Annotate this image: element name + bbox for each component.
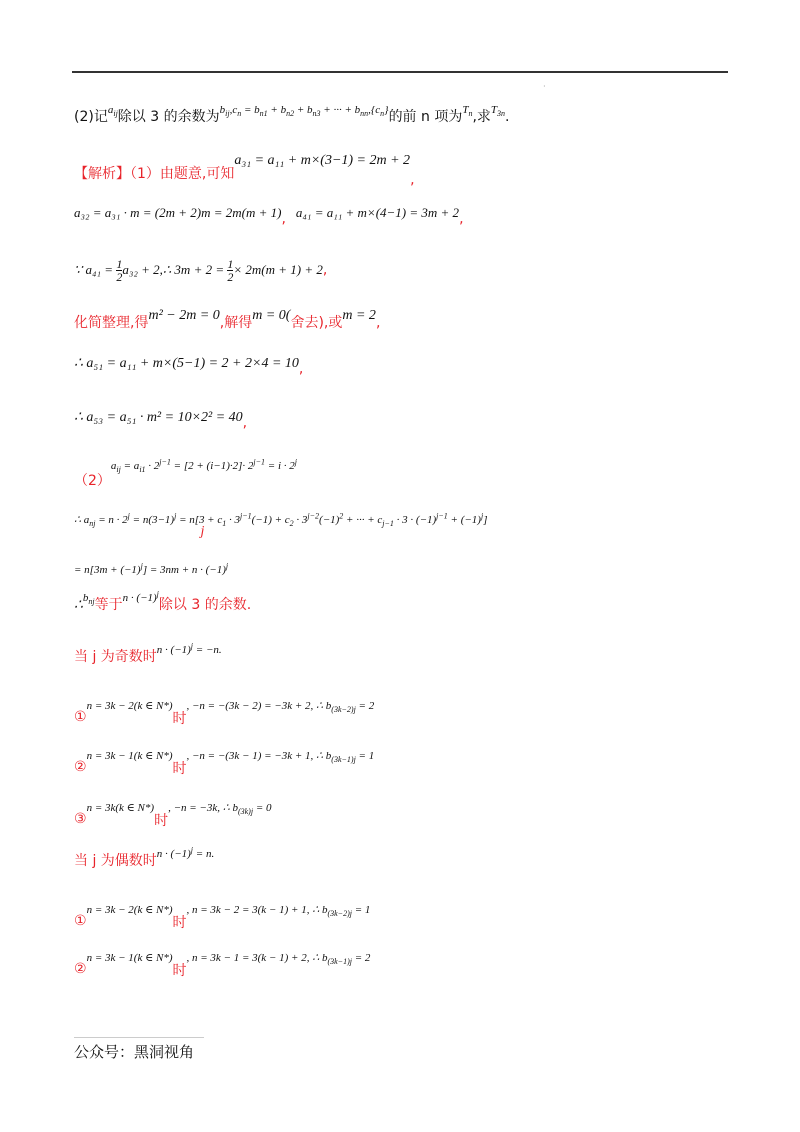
question-2: (2)记$^{a_{ij}}$除以 3 的余数为$^{b_{ij},c_n = b_{n1} + b_{n2} + b_{n3} + \cdot\cdot\cdot + b_{nn},\{c_n\}}$的前 n 项为$^{T_n}$,求$^{T_{3n}}$. — [74, 104, 510, 125]
even-case-1: ①n = 3k − 2(k ∈ N*)时, n = 3k − 2 = 3(k − 1) + 1, ∴ $b_{(3k-2)j} = 1$ — [74, 904, 371, 931]
footer-watermark: 公众号：黑洞视角 — [74, 1037, 204, 1062]
eq-binomial: ∴ $a_{nj} = n \cdot 2^j = n(3-1)^j = n[3$ $j + c_1 \cdot 3^{j-1}(-1) + c_2 \cdot 3^{j-2}(-1)^2$ + ··· + $c_{j-1} \cdot 3 \cdot (-1)^{j-1} + (-1)^j$] — [74, 511, 488, 539]
eq-a32-a41: a₃₂ = a₃₁ · m = (2m + 2)m = 2m(m + 1), a₄₁ = a₁₁ + m×(4−1) = 3m + 2, — [74, 205, 464, 227]
eq-a51: ∴ a₅₁ = a₁₁ + m×(5−1) = 2 + 2×4 = 10, — [74, 356, 304, 377]
odd-case: 当 j 为奇数时$^{n \cdot (-1)^j = -n.}$ — [74, 641, 222, 665]
odd-case-1: ①n = 3k − 2(k ∈ N*)时, −n = −(3k − 2) = −3k + 2, ∴ $b_{(3k-2)j} = 2$ — [74, 700, 375, 727]
even-case-2: ②n = 3k − 1(k ∈ N*)时, n = 3k − 1 = 3(k − 1) + 2, ∴ $b_{(3k-1)j} = 2$ — [74, 952, 371, 979]
part-2: $(2)^{a_{ij} = a_{i1} \cdot 2^{j-1} = [2 + (i-1)\cdot 2]\cdot 2^{j-1} = i \cdot 2^j}$ — [74, 457, 297, 489]
header-rule — [72, 71, 728, 73]
even-case: 当 j 为偶数时$^{n \cdot (-1)^j = n.}$ — [74, 845, 215, 869]
remainder-line: ∴$^{b_{nj}}$等于$^{n \cdot (-1)^j}$除以 3 的余数. — [74, 589, 252, 613]
odd-case-3: ③n = 3k(k ∈ N*)时, −n = −3k, ∴ $b_{(3k)j} = 0$ — [74, 802, 272, 829]
eq-a53: ∴ a₅₃ = a₅₁ · m² = 10×2² = 40, — [74, 410, 248, 431]
simplify-line: 化简整理,得m² − 2m = 0,解得m = 0(舍去),或m = 2, — [74, 308, 381, 331]
solution-header: 【解析】（1）由题意,可知a₃₁ = a₁₁ + m×(3−1) = 2m + 2, — [74, 153, 415, 188]
eq-because: ∵ a₄₁ = $\frac{1}{2}$ a₃₂ + 2,∴ 3m + 2 = $\frac{1}{2}$ × 2m(m + 1) + 2, — [74, 257, 328, 284]
odd-case-2: ②n = 3k − 1(k ∈ N*)时, −n = −(3k − 1) = −3k + 1, ∴ $b_{(3k-1)j} = 1$ — [74, 750, 375, 777]
header-dot: · — [543, 82, 546, 91]
eq-simplified: = $n[3m + (-1)^j] = 3nm + n \cdot (-1)^j$ — [74, 561, 229, 576]
